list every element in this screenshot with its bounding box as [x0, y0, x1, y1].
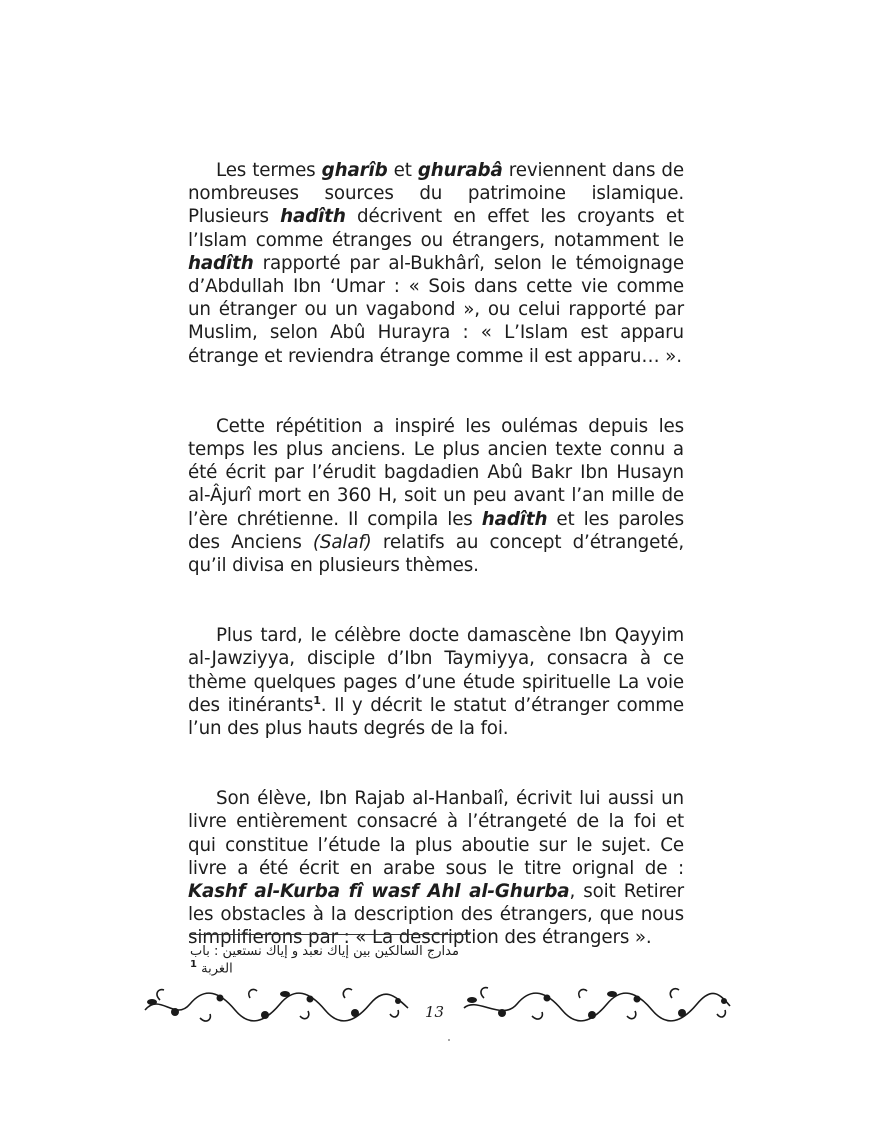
text-run: relatifs au concept d’étrangeté, qu’il divisa en plusieurs thèmes.	[188, 531, 684, 577]
emphasized-term: hadîth	[188, 252, 254, 274]
text-run: et	[387, 160, 418, 181]
emphasized-term: Kashf al-Kurba fî wasf Ahl al-Ghurba	[188, 881, 570, 903]
text-run: Les termes	[216, 160, 322, 181]
floral-vine-right-icon	[462, 982, 732, 1032]
speck	[448, 1039, 450, 1041]
text-run: Cette répétition a inspiré les oulémas depuis les temps les plus anciens. Le plus ancien texte connu a été écrit par l’érudit bagdadien Abû Bakr Ibn Husayn al-Âjurî mort en 360 H, soit un peu avant l’an mille de l’ère chrétienne. Il compila les	[188, 415, 684, 530]
text-run: et les paroles des Anciens	[188, 508, 684, 553]
floral-vine-left-icon	[140, 982, 410, 1032]
paragraph	[188, 159, 684, 368]
page-number: 13	[425, 1003, 445, 1021]
emphasized-term: (Salaf)	[312, 531, 372, 553]
footnote-marker: 1	[190, 959, 197, 970]
paragraph	[188, 415, 684, 577]
footnote	[190, 944, 470, 976]
footnote-text: مدارج السالكين بين إياك نعبد و إياك نستعين : باب الغربة	[190, 944, 459, 977]
text-run: . Il y décrit le statut d’étranger comme l’un des plus hauts degrés de la foi.	[188, 694, 684, 740]
text-run: reviennent dans de nombreuses sources du patrimoine islamique. Plusieurs	[188, 160, 684, 228]
text-run: Son élève, Ibn Rajab al-Hanbalî, écrivit lui aussi un livre entièrement consacré à l’étrangeté de la foi et qui constitue l’étude la plus aboutie sur le sujet. Ce livre a été écrit en arabe sous le titre orignal de :	[188, 788, 684, 879]
text-run: décrivent en effet les croyants et l’Islam comme étranges ou étrangers, notamment le	[188, 206, 684, 251]
text-run: rapporté par al-Bukhârî, selon le témoignage d’Abdullah Ibn ‘Umar : « Sois dans cette vie comme un étranger ou un vagabond », ou celui rapporté par Muslim, selon Abû Hurayra : « L’Islam est apparu étrange et reviendra étrange comme il est apparu… ».	[188, 252, 684, 367]
text-run: , soit Retirer les obstacles à la description des étrangers, que nous simplifierons par : « La description des étrangers ».	[188, 881, 684, 949]
emphasized-term: ghurabâ	[417, 160, 503, 181]
emphasized-term: hadîth	[280, 206, 346, 228]
emphasized-term: hadîth	[481, 508, 548, 530]
paragraph	[188, 787, 684, 949]
paragraph	[188, 624, 684, 740]
body-text	[188, 159, 684, 950]
footnote-divider	[190, 934, 470, 935]
emphasized-term: gharîb	[321, 160, 388, 181]
text-run: Plus tard, le célèbre docte damascène Ibn Qayyim al-Jawziyya, disciple d’Ibn Taymiyya, consacra à ce thème quelques pages d’une étude spirituelle La voie des itinérants	[188, 625, 684, 716]
footnote-reference: 1	[313, 693, 321, 707]
